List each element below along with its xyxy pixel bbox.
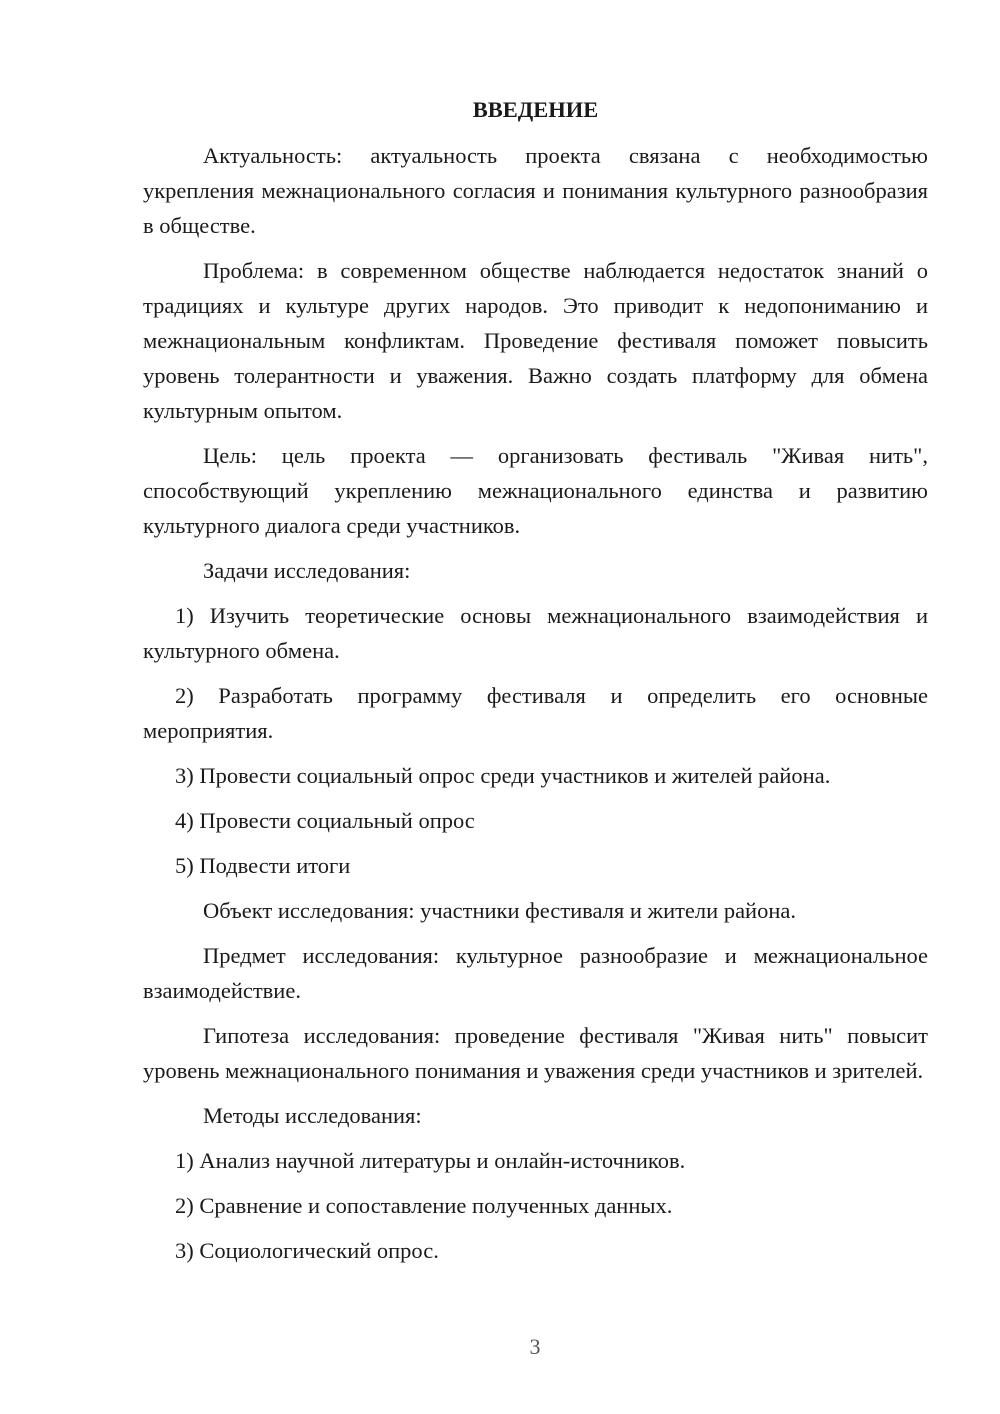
page-number: 3 (529, 1334, 541, 1359)
hypothesis-paragraph: Гипотеза исследования: проведение фестиваля "Живая нить" повысит уровень межнационального понимания и уважения среди участников и зрителей. (143, 1023, 928, 1083)
subject-paragraph: Предмет исследования: культурное разнообразие и межнациональное взаимодействие. (143, 943, 928, 1003)
task-item: 2) Разработать программу фестиваля и определить его основные мероприятия. (143, 683, 928, 743)
document-page (143, 92, 928, 1278)
method-item: 2) Сравнение и сопоставление полученных данных. (175, 1193, 673, 1218)
object-paragraph: Объект исследования: участники фестиваля и жители района. (203, 898, 796, 923)
goal-paragraph: Цель: цель проекта — организовать фестиваль "Живая нить", способствующий укреплению межнационального единства и развитию культурного диалога среди участников. (143, 443, 928, 538)
task-item: 3) Провести социальный опрос среди участников и жителей района. (175, 763, 831, 788)
task-item: 4) Провести социальный опрос (175, 808, 475, 833)
method-item: 1) Анализ научной литературы и онлайн-источников. (175, 1148, 686, 1173)
section-title: ВВЕДЕНИЕ (472, 97, 599, 122)
method-item: 3) Социологический опрос. (175, 1238, 439, 1263)
task-item: 1) Изучить теоретические основы межнационального взаимодействия и культурного обмена. (143, 603, 928, 663)
relevance-paragraph: Актуальность: актуальность проекта связана с необходимостью укрепления межнационального согласия и понимания культурного разнообразия в обществе. (143, 143, 928, 238)
methods-heading: Методы исследования: (203, 1103, 422, 1128)
tasks-heading: Задачи исследования: (203, 558, 411, 583)
problem-paragraph: Проблема: в современном обществе наблюдается недостаток знаний о традициях и культуре других народов. Это приводит к недопониманию и межнациональным конфликтам. Проведение фестиваля поможет повысить уровень толерантности и уважения. Важно создать платформу для обмена культурным опытом. (143, 258, 928, 423)
task-item: 5) Подвести итоги (175, 853, 351, 878)
